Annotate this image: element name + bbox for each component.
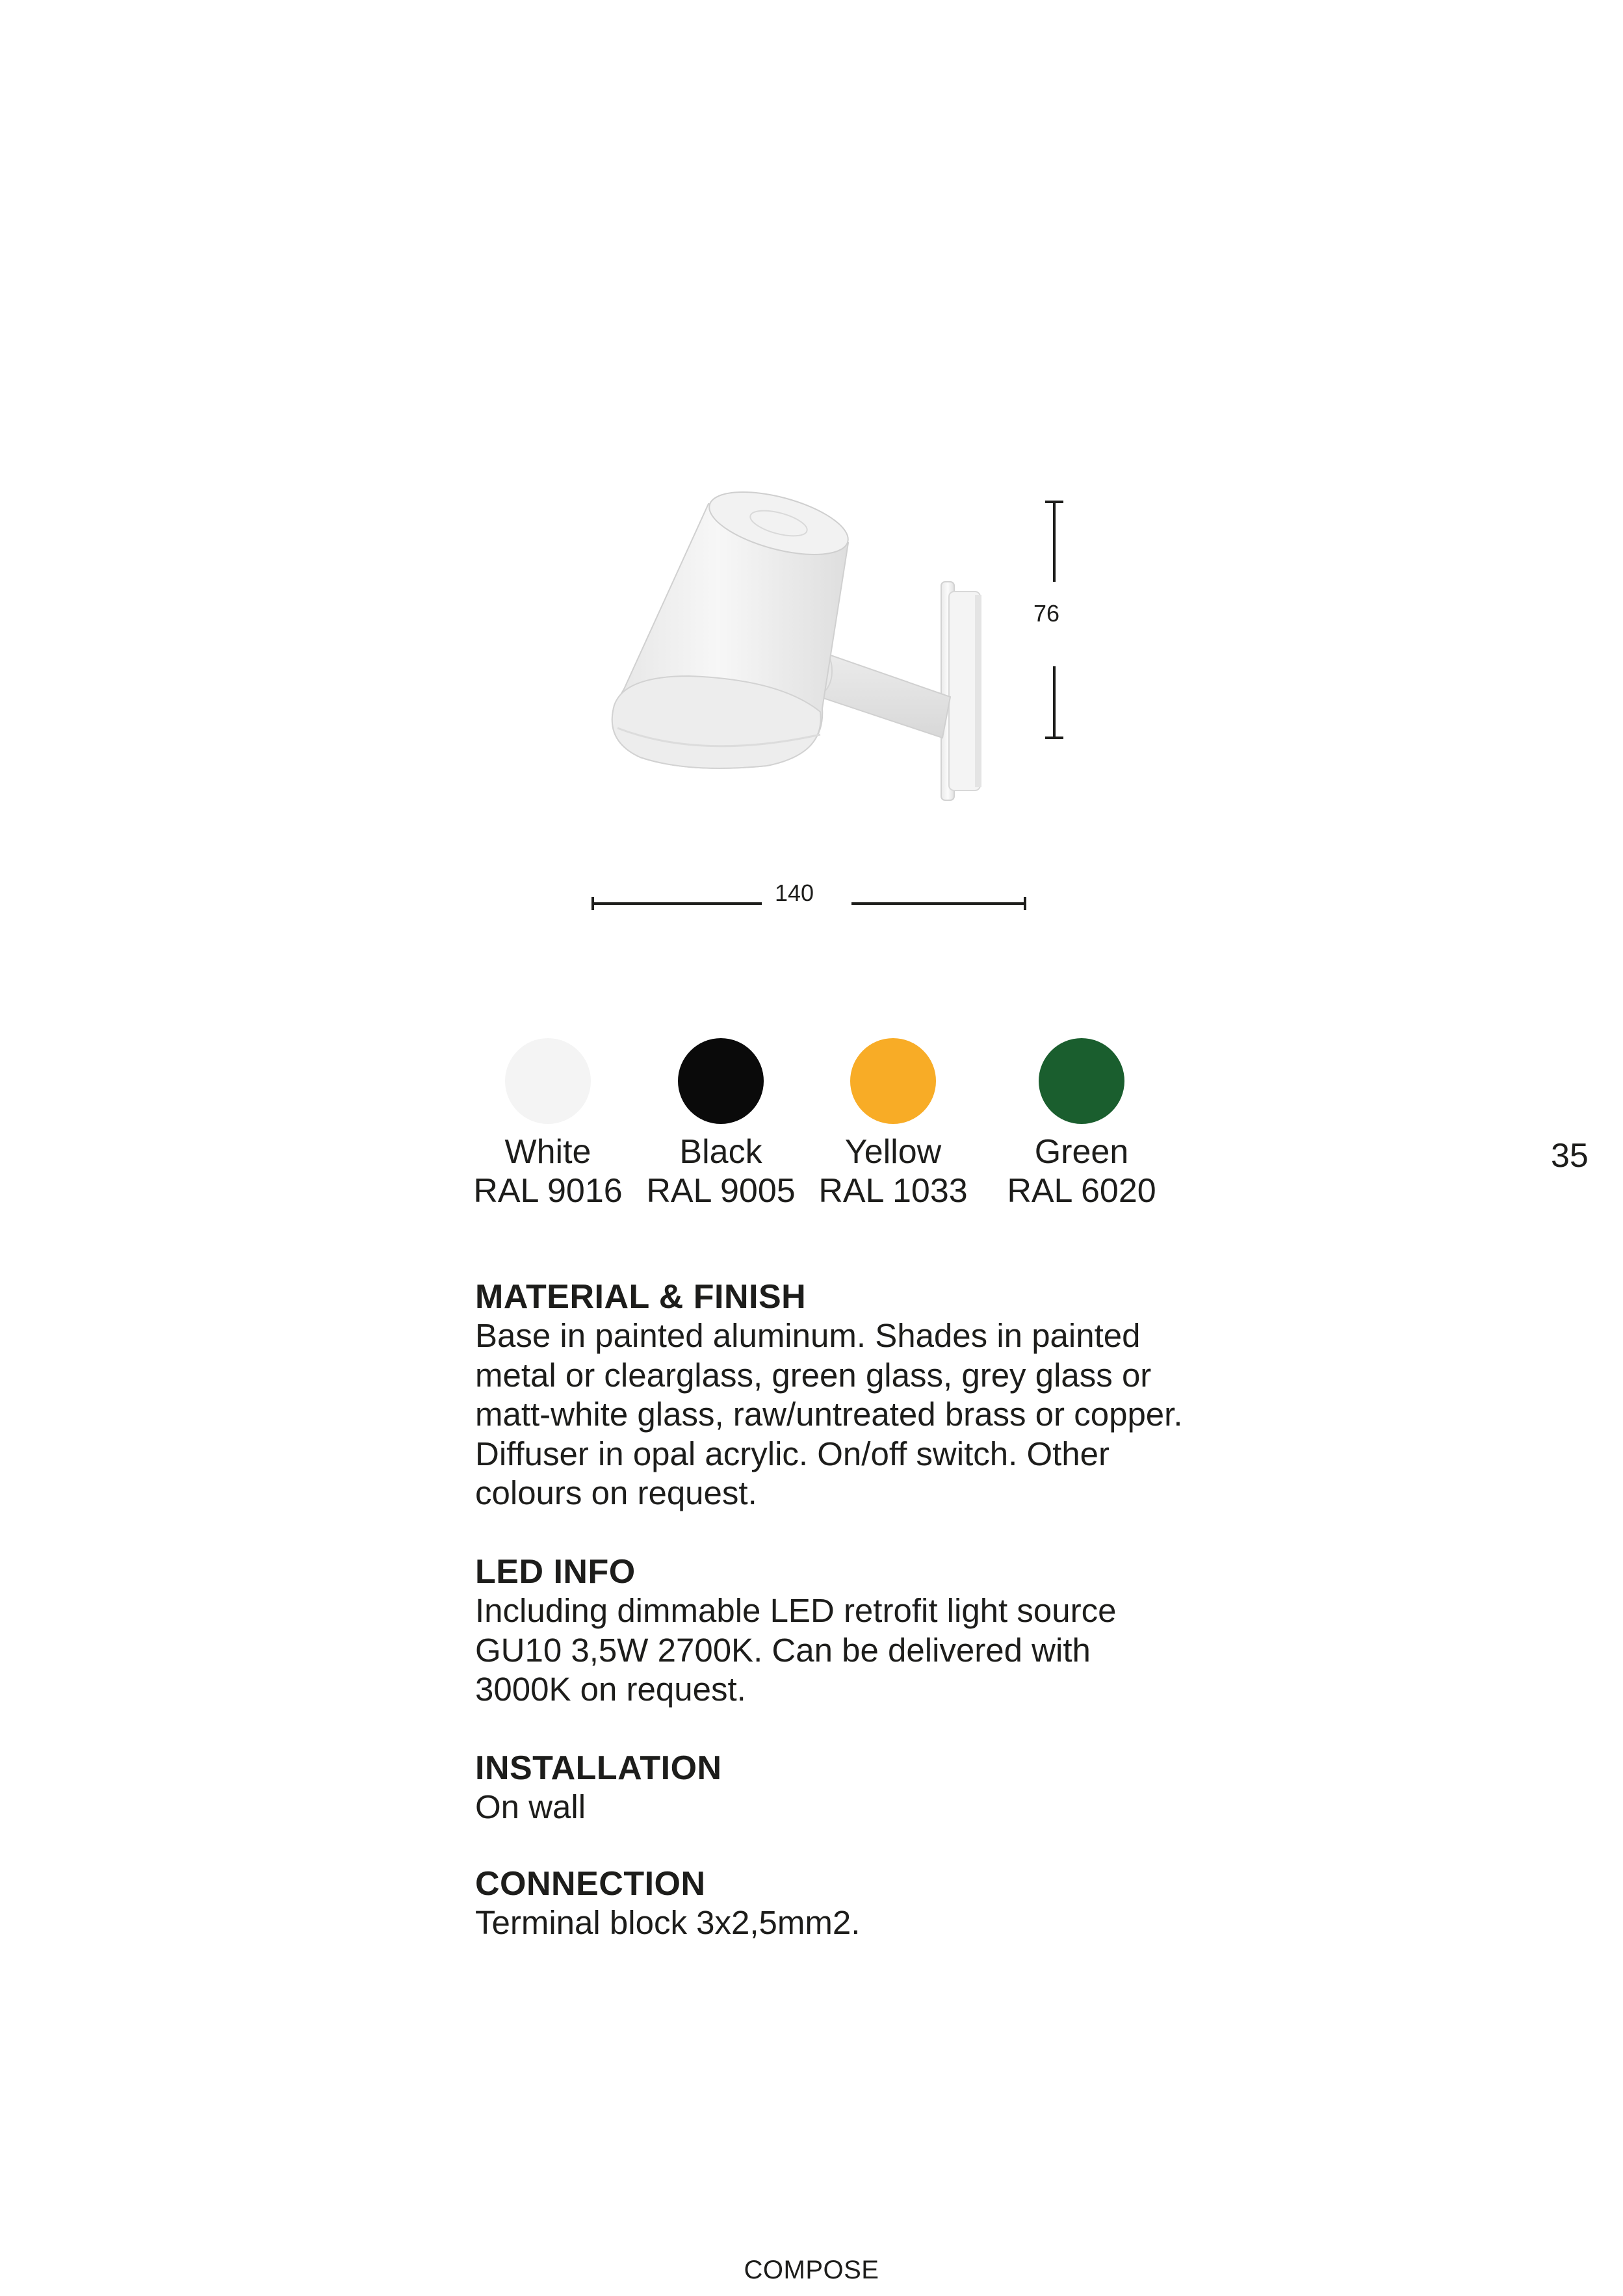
swatch-green bbox=[1039, 1038, 1124, 1124]
swatch-label-yellow bbox=[815, 1132, 971, 1210]
footer-brand: COMPOSE bbox=[744, 2256, 879, 2284]
swatch-label-green bbox=[1004, 1132, 1160, 1210]
section-line: GU10 3,5W 2700K. Can be delivered with bbox=[475, 1631, 1091, 1669]
page-number: 35 bbox=[1551, 1137, 1589, 1175]
section-line: metal or clearglass, green glass, grey glass or bbox=[475, 1356, 1152, 1394]
section-installation bbox=[475, 1749, 1190, 1827]
section-heading: MATERIAL & FINISH bbox=[475, 1278, 807, 1316]
wall-plate bbox=[941, 582, 981, 800]
lamp-shade bbox=[612, 481, 855, 768]
section-line: colours on request. bbox=[475, 1474, 757, 1511]
height-dimension-label: 76 bbox=[1033, 600, 1060, 627]
section-led-info bbox=[475, 1552, 1190, 1710]
width-dimension-label: 140 bbox=[775, 880, 814, 906]
swatch-name: Green bbox=[1034, 1133, 1129, 1171]
section-heading: INSTALLATION bbox=[475, 1749, 722, 1787]
swatch-black bbox=[678, 1038, 764, 1124]
section-line: On wall bbox=[475, 1788, 586, 1825]
swatch-white bbox=[505, 1038, 591, 1124]
swatch-code: RAL 6020 bbox=[1007, 1172, 1156, 1210]
section-line: 3000K on request. bbox=[475, 1671, 746, 1708]
swatch-name: Black bbox=[679, 1133, 762, 1171]
swatch-code: RAL 1033 bbox=[818, 1172, 968, 1210]
section-heading: LED INFO bbox=[475, 1553, 636, 1591]
swatch-code: RAL 9016 bbox=[473, 1172, 623, 1210]
swatch-label-white bbox=[470, 1132, 626, 1210]
section-line: Base in painted aluminum. Shades in painted bbox=[475, 1317, 1141, 1354]
section-heading: CONNECTION bbox=[475, 1865, 706, 1903]
section-line: Including dimmable LED retrofit light source bbox=[475, 1592, 1117, 1629]
swatch-code: RAL 9005 bbox=[646, 1172, 796, 1210]
section-line: matt-white glass, raw/untreated brass or copper. bbox=[475, 1396, 1183, 1433]
section-material-finish bbox=[475, 1277, 1190, 1513]
section-line: Diffuser in opal acrylic. On/off switch. Other bbox=[475, 1435, 1110, 1472]
section-connection bbox=[475, 1864, 1190, 1943]
swatch-name: White bbox=[504, 1133, 591, 1171]
section-line: Terminal block 3x2,5mm2. bbox=[475, 1904, 861, 1941]
swatch-yellow bbox=[850, 1038, 936, 1124]
product-illustration bbox=[572, 481, 1066, 923]
swatch-name: Yellow bbox=[844, 1133, 942, 1171]
swatch-label-black bbox=[643, 1132, 799, 1210]
